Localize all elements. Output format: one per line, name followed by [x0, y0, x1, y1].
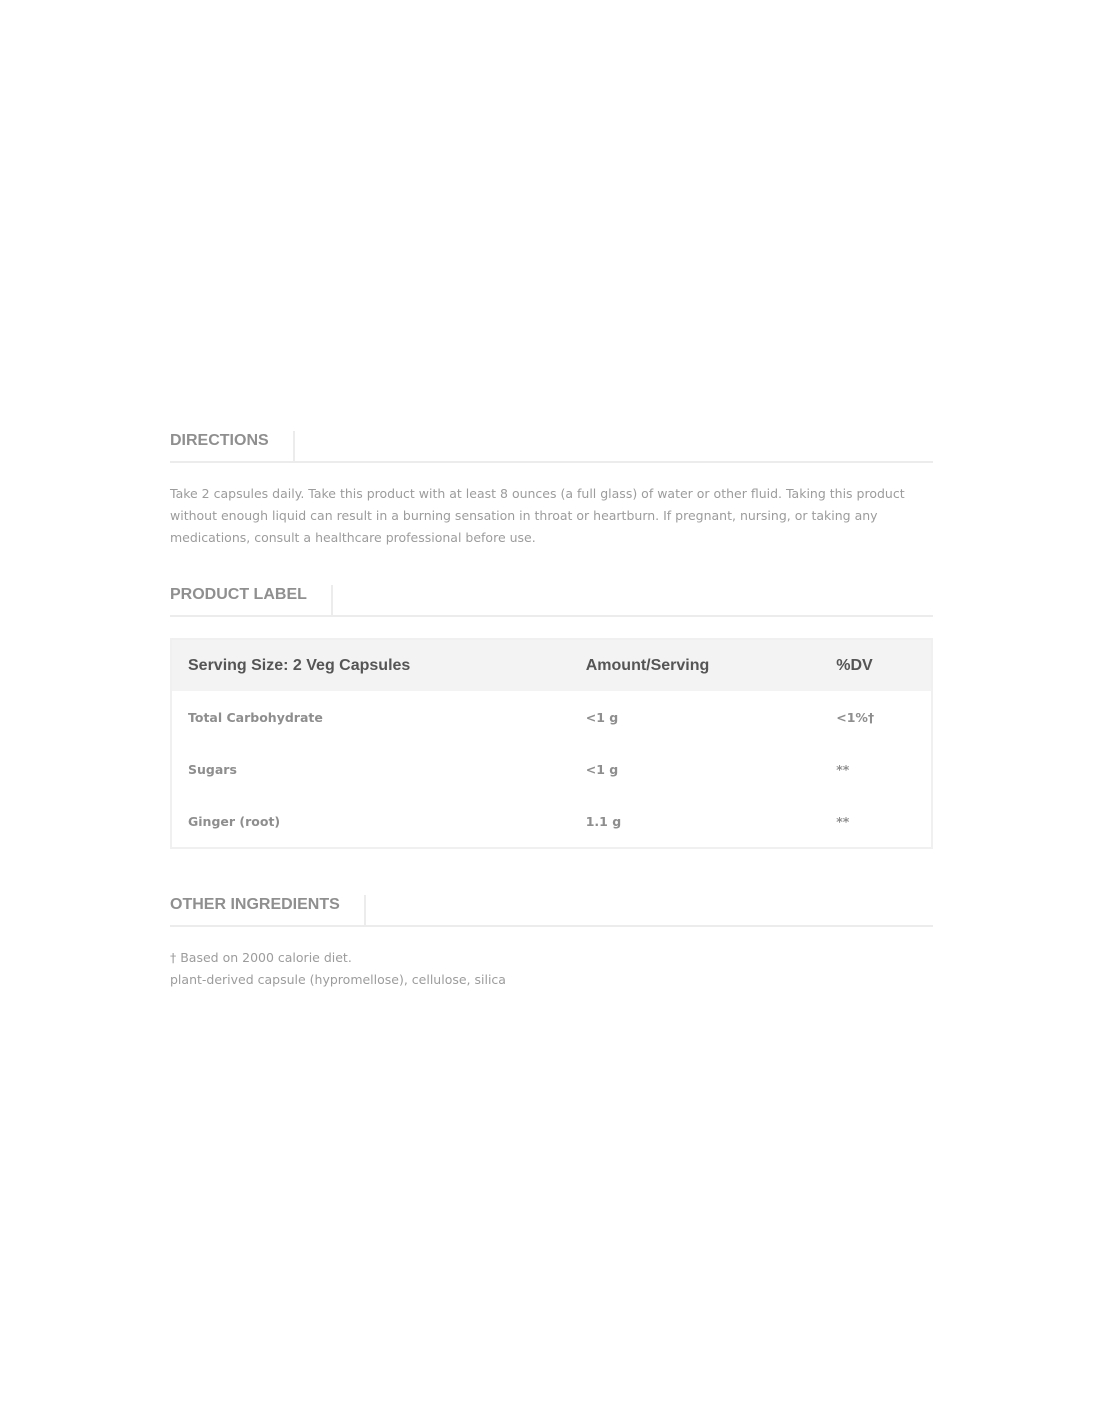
product-label-heading: PRODUCT LABEL: [170, 585, 333, 615]
table-row: [171, 795, 932, 848]
directions-text: Take 2 capsules daily. Take this product with at least 8 ounces (a full glass) of water or other fluid. Taking this product without enough liquid can result in a burning sensation in throat or heartburn. If pregnant, nursing, or taking any medications, consult a healthcare professional before use.: [170, 486, 905, 545]
other-ingredients-heading: OTHER INGREDIENTS: [170, 895, 366, 925]
nutrient-amount: 1.1 g: [585, 813, 622, 829]
amount-per-serving-header: Amount/Serving: [585, 656, 710, 674]
nutrient-amount: <1 g: [585, 761, 619, 777]
table-row: [171, 743, 932, 795]
ingredients-list: plant-derived capsule (hypromellose), cellulose, silica: [170, 972, 506, 987]
nutrition-table: [170, 638, 933, 849]
supplement-info: [170, 423, 933, 991]
nutrient-name: Total Carbohydrate: [188, 709, 323, 725]
nutrient-name: Ginger (root): [188, 813, 281, 829]
directions-section-heading: [170, 423, 933, 463]
nutrient-daily-value: **: [836, 813, 850, 829]
nutrient-daily-value: <1%†: [836, 709, 875, 725]
table-row: [171, 691, 932, 743]
serving-size-header: Serving Size: 2 Veg Capsules: [188, 656, 411, 674]
other-ingredients-text: [170, 947, 933, 991]
other-ingredients-section-heading: [170, 887, 933, 927]
nutrient-amount: <1 g: [585, 709, 619, 725]
calorie-footnote: † Based on 2000 calorie diet.: [170, 950, 352, 965]
nutrient-name: Sugars: [188, 761, 237, 777]
daily-value-header: %DV: [836, 656, 873, 674]
directions-heading: DIRECTIONS: [170, 431, 295, 461]
nutrition-table-header-row: [171, 639, 932, 691]
nutrient-daily-value: **: [836, 761, 850, 777]
product-label-section-heading: [170, 577, 933, 617]
